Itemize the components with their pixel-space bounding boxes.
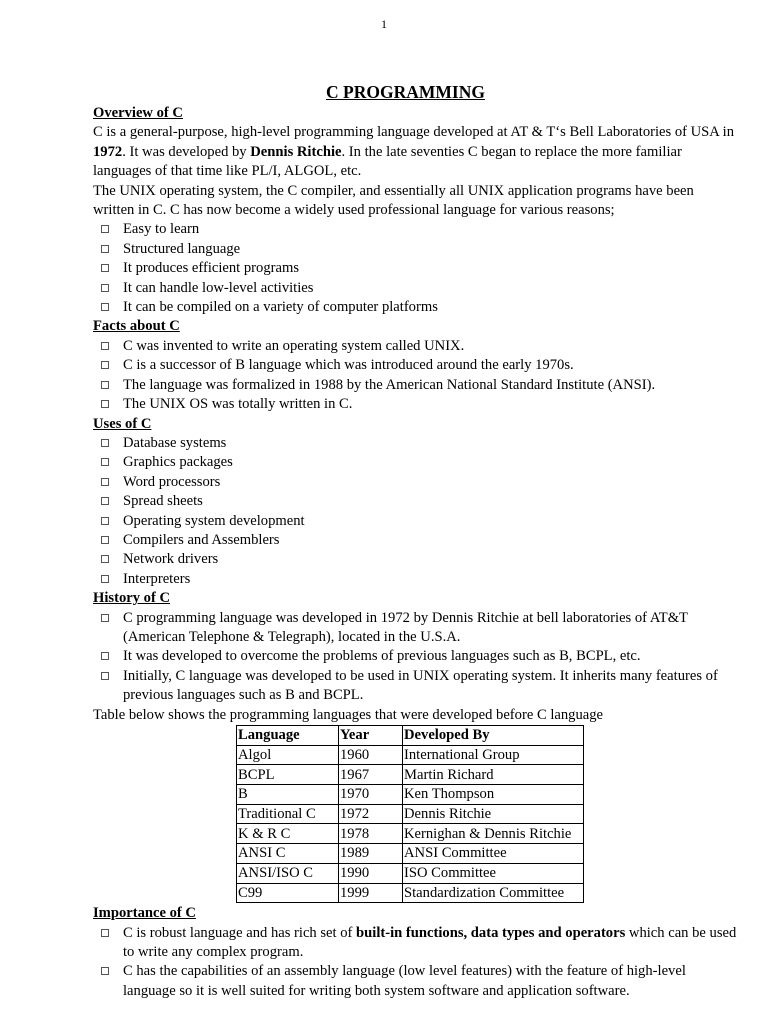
column-header: Year: [339, 726, 403, 746]
table-row: [237, 883, 584, 903]
overview-paragraph-1: C is a general-purpose, high-level programming language developed at AT & T‘s Bell Laboratories of USA in 1972. It was developed by Dennis Ritchie. In the late seventies C began to replace the more familiar languages of that time like PL/I, ALGOL, etc.: [93, 124, 735, 180]
checkbox-bullet-icon: [101, 517, 109, 525]
list-item: It was developed to overcome the problems of previous languages such as B, BCPL, etc.: [93, 647, 738, 666]
checkbox-bullet-icon: [101, 672, 109, 680]
table-cell: 1970: [339, 785, 403, 805]
list-item: It can be compiled on a variety of computer platforms: [93, 298, 738, 317]
table-header-row: [237, 726, 584, 746]
list-item: Graphics packages: [93, 453, 738, 472]
table-cell: 1967: [339, 765, 403, 785]
list-item: Operating system development: [93, 512, 738, 531]
table-intro: Table below shows the programming languages that were developed before C language: [93, 706, 603, 723]
overview-list: [93, 220, 738, 317]
table-cell: 1989: [339, 844, 403, 864]
list-item: Network drivers: [93, 550, 738, 569]
list-item: The language was formalized in 1988 by the American National Standard Institute (ANSI).: [93, 376, 738, 395]
column-header: Developed By: [403, 726, 584, 746]
list-item: It produces efficient programs: [93, 259, 738, 278]
uses-list: [93, 434, 738, 589]
checkbox-bullet-icon: [101, 439, 109, 447]
table-cell: ANSI C: [237, 844, 339, 864]
checkbox-bullet-icon: [101, 555, 109, 563]
checkbox-bullet-icon: [101, 245, 109, 253]
table-cell: 1960: [339, 745, 403, 765]
checkbox-bullet-icon: [101, 575, 109, 583]
table-cell: 1990: [339, 863, 403, 883]
list-item: Spread sheets: [93, 492, 738, 511]
importance-list: [93, 924, 738, 1002]
table-cell: International Group: [403, 745, 584, 765]
list-item: The UNIX OS was totally written in C.: [93, 395, 738, 414]
checkbox-bullet-icon: [101, 614, 109, 622]
list-item: Compilers and Assemblers: [93, 531, 738, 550]
history-heading: History of C: [93, 590, 171, 607]
document-title: C PROGRAMMING: [326, 82, 485, 102]
overview-paragraph-2: The UNIX operating system, the C compiler, and essentially all UNIX application programs have been written in C. C has now become a widely used professional language for various reasons;: [93, 182, 694, 219]
table-cell: ANSI/ISO C: [237, 863, 339, 883]
list-item: C was invented to write an operating system called UNIX.: [93, 337, 738, 356]
checkbox-bullet-icon: [101, 361, 109, 369]
checkbox-bullet-icon: [101, 400, 109, 408]
checkbox-bullet-icon: [101, 225, 109, 233]
table-cell: K & R C: [237, 824, 339, 844]
checkbox-bullet-icon: [101, 381, 109, 389]
facts-heading: Facts about C: [93, 318, 180, 335]
table-cell: Standardization Committee: [403, 883, 584, 903]
table-cell: 1972: [339, 804, 403, 824]
table-cell: Ken Thompson: [403, 785, 584, 805]
checkbox-bullet-icon: [101, 303, 109, 311]
list-item: Structured language: [93, 240, 738, 259]
table-row: [237, 745, 584, 765]
checkbox-bullet-icon: [101, 478, 109, 486]
page-number: 1: [381, 17, 387, 31]
checkbox-bullet-icon: [101, 284, 109, 292]
list-item: C is a successor of B language which was introduced around the early 1970s.: [93, 356, 738, 375]
table-cell: B: [237, 785, 339, 805]
table-cell: BCPL: [237, 765, 339, 785]
facts-list: [93, 337, 738, 415]
table-row: [237, 785, 584, 805]
checkbox-bullet-icon: [101, 264, 109, 272]
table-row: [237, 765, 584, 785]
table-cell: C99: [237, 883, 339, 903]
checkbox-bullet-icon: [101, 497, 109, 505]
list-item: Word processors: [93, 473, 738, 492]
checkbox-bullet-icon: [101, 536, 109, 544]
table-cell: 1978: [339, 824, 403, 844]
languages-table: [236, 725, 584, 903]
uses-heading: Uses of C: [93, 415, 152, 432]
checkbox-bullet-icon: [101, 967, 109, 975]
list-item: Initially, C language was developed to be used in UNIX operating system. It inherits many features of previous languages such as B and BCPL.: [93, 667, 738, 706]
table-cell: Martin Richard: [403, 765, 584, 785]
table-row: [237, 824, 584, 844]
table-cell: ISO Committee: [403, 863, 584, 883]
table-cell: 1999: [339, 883, 403, 903]
table-row: [237, 804, 584, 824]
checkbox-bullet-icon: [101, 929, 109, 937]
list-item: C has the capabilities of an assembly language (low level features) with the feature of high-level language so it is well suited for writing both system software and application software.: [93, 962, 738, 1001]
column-header: Language: [237, 726, 339, 746]
history-list: [93, 609, 738, 706]
list-item: C programming language was developed in 1972 by Dennis Ritchie at bell laboratories of AT&T (American Telephone & Telegraph), located in the U.S.A.: [93, 609, 738, 648]
table-cell: ANSI Committee: [403, 844, 584, 864]
checkbox-bullet-icon: [101, 652, 109, 660]
table-cell: Kernighan & Dennis Ritchie: [403, 824, 584, 844]
list-item: Interpreters: [93, 570, 738, 589]
table-row: [237, 844, 584, 864]
table-cell: Dennis Ritchie: [403, 804, 584, 824]
list-item: Easy to learn: [93, 220, 738, 239]
document-body: [93, 80, 738, 1001]
importance-heading: Importance of C: [93, 905, 196, 922]
table-row: [237, 863, 584, 883]
table-cell: Algol: [237, 745, 339, 765]
table-cell: Traditional C: [237, 804, 339, 824]
list-item: Database systems: [93, 434, 738, 453]
list-item: It can handle low-level activities: [93, 279, 738, 298]
checkbox-bullet-icon: [101, 342, 109, 350]
checkbox-bullet-icon: [101, 458, 109, 466]
overview-heading: Overview of C: [93, 105, 183, 121]
list-item: C is robust language and has rich set of built-in functions, data types and operators which can be used to write any complex program.: [93, 924, 738, 963]
